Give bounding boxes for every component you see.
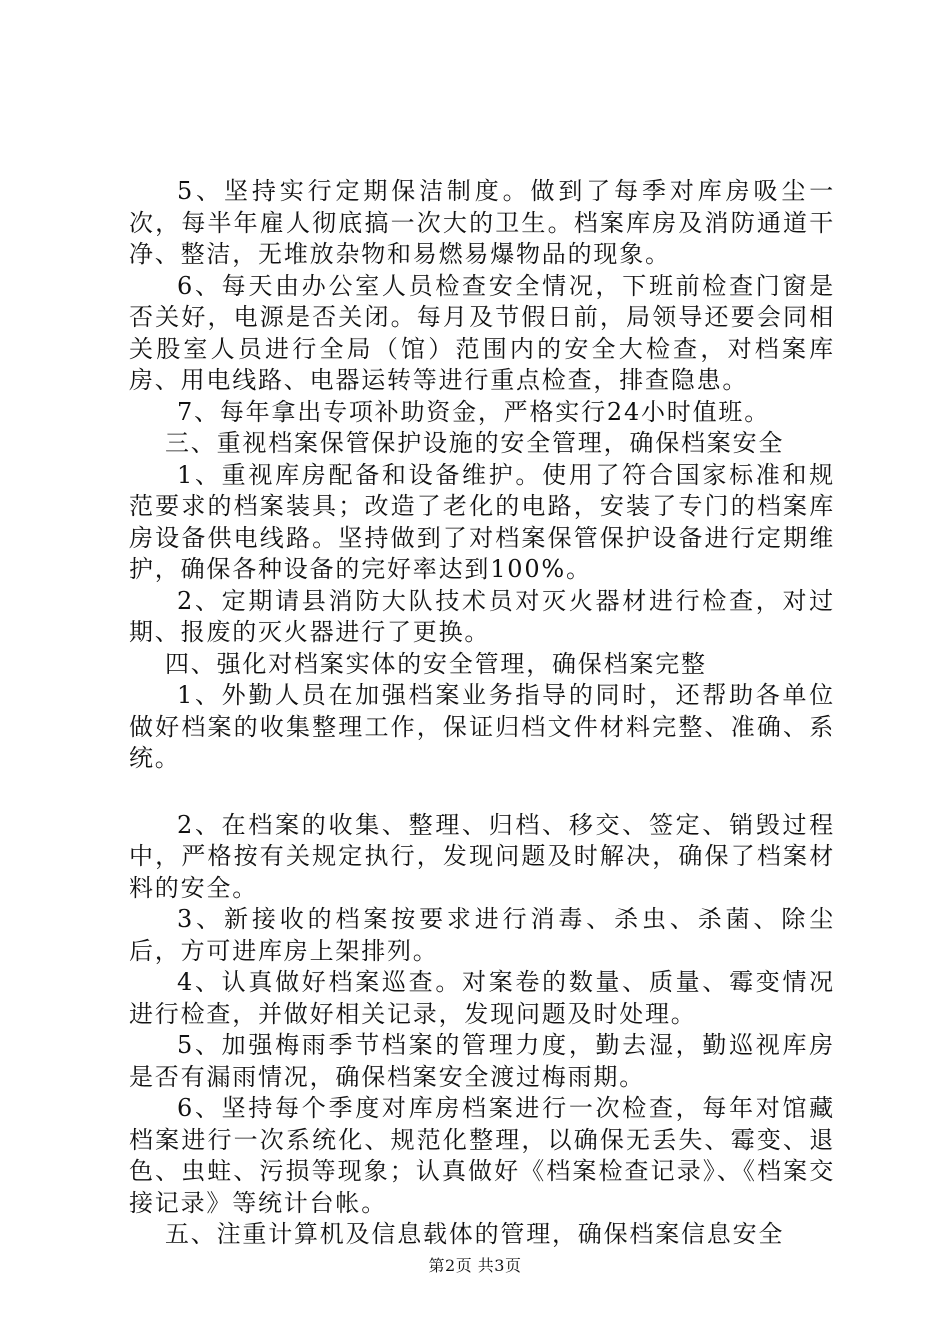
document-body — [129, 176, 835, 1251]
section-heading-3: 三、重视档案保管保护设施的安全管理，确保档案安全 — [165, 429, 785, 457]
paragraph-gap — [129, 775, 835, 810]
paragraph-item-3-disinfection: 3、新接收的档案按要求进行消毒、杀虫、杀菌、除尘后，方可进库房上架排列。 — [129, 905, 835, 965]
paragraph-item-5-rainy-season: 5、加强梅雨季节档案的管理力度，勤去湿，勤巡视库房是否有漏雨情况，确保档案安全渡过梅雨期。 — [129, 1031, 835, 1091]
page-number-footer: 第2页 共3页 — [428, 1256, 522, 1275]
paragraph-item-2-fire-extinguisher: 2、定期请县消防大队技术员对灭火器材进行检查，对过期、报废的灭火器进行了更换。 — [129, 586, 835, 646]
section-heading-4: 四、强化对档案实体的安全管理，确保档案完整 — [165, 649, 707, 678]
paragraph-item-6-quarterly-check: 6、坚持每个季度对库房档案进行一次检查，每年对馆藏档案进行一次系统化、规范化整理，以确保无丢失、霉变、退色、虫蛀、污损等现象；认真做好《档案检查记录》、《档案交接记录》等统计台帐。 — [129, 1094, 835, 1217]
paragraph-item-4-inspection: 4、认真做好档案巡查。对案卷的数量、质量、霉变情况进行检查，并做好相关记录，发现问题及时处理。 — [129, 968, 835, 1028]
paragraph-item-5-cleaning: 5、坚持实行定期保洁制度。做到了每季对库房吸尘一次，每半年雇人彻底搞一次大的卫生。档案库房及消防通道干净、整洁，无堆放杂物和易燃易爆物品的现象。 — [129, 177, 835, 268]
paragraph-item-6-daily-check: 6、每天由办公室人员检查安全情况，下班前检查门窗是否关好，电源是否关闭。每月及节假日前，局领导还要会同相关股室人员进行全局（馆）范围内的安全大检查，对档案库房、用电线路、电器运转等进行重点检查，排查隐患。 — [129, 271, 835, 394]
paragraph-item-1-equipment: 1、重视库房配备和设备维护。使用了符合国家标准和规范要求的档案装具；改造了老化的电路，安装了专门的档案库房设备供电线路。坚持做到了对档案保管保护设备进行定期维护，确保各种设备的完好率达到100%。 — [129, 460, 835, 583]
section-heading-5: 五、注重计算机及信息载体的管理，确保档案信息安全 — [165, 1220, 785, 1248]
paragraph-item-1-field-staff: 1、外勤人员在加强档案业务指导的同时，还帮助各单位做好档案的收集整理工作，保证归档文件材料完整、准确、系统。 — [129, 681, 835, 772]
paragraph-item-7-duty: 7、每年拿出专项补助资金，严格实行24小时值班。 — [177, 397, 771, 426]
paragraph-item-2-collection: 2、在档案的收集、整理、归档、移交、签定、销毁过程中，严格按有关规定执行，发现问题及时解决，确保了档案材料的安全。 — [129, 810, 835, 902]
